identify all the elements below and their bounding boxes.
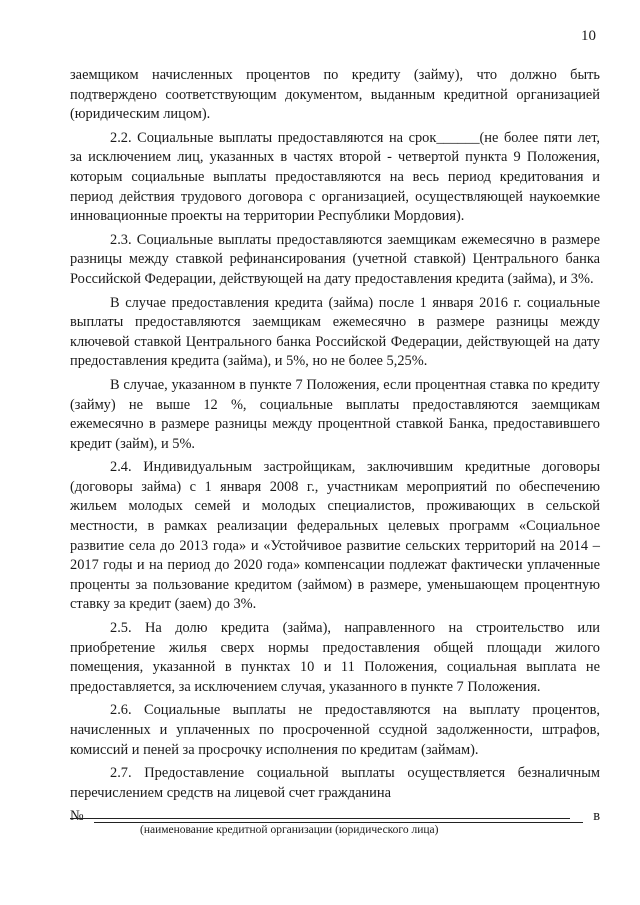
paragraph-2-4: 2.4. Индивидуальным застройщикам, заключившим кредитные договоры (договоры займа) с 1 января 2008 г., участникам мероприятий по обеспечению жильем молодых семей и молодых специалистов, проживающих в сельской местности, в рамках реализации федеральных целевых программ «Социальное развитие села до 2013 года» и «Устойчивое развитие сельских территорий на 2014 – 2017 годы и на период до 2020 года» компенсации подлежат фактически уплаченные проценты за пользование кредитом (займом) в размере, уменьшающем процентную ставку за кредит (заем) до 3%.: [70, 459, 600, 613]
paragraph-2-7: 2.7. Предоставление социальной выплаты осуществляется безналичным перечислением средств на лицевой счет гражданина: [70, 765, 600, 801]
number-sign: №: [70, 808, 84, 825]
organization-name-line: [70, 818, 570, 819]
paragraph-continuation: заемщиком начисленных процентов по кредиту (займу), что должно быть подтверждено соответствующим документом, выданным кредитной организацией (юридическим лицом).: [70, 67, 600, 123]
account-line-suffix: в: [593, 808, 600, 825]
paragraph-2-3-after-2016: В случае предоставления кредита (займа) после 1 января 2016 г. социальные выплаты предоставляются заемщикам ежемесячно в размере разницы между ключевой ставкой Центрального банка Российской Федерации, действующей на дату предоставления кредита (займа), и 5%, но не более 5,25%.: [70, 294, 600, 370]
paragraph-2-3: 2.3. Социальные выплаты предоставляются заемщикам ежемесячно в размере разницы между ставкой рефинансирования (учетной ставкой) Центрального банка Российской Федерации, действующей на дату предоставления кредита (займа), и 3%.: [70, 231, 600, 287]
paragraph-2-5: 2.5. На долю кредита (займа), направленного на строительство или приобретение жилья сверх нормы предоставления общей площади жилого помещения, указанной в пунктах 10 и 11 Положения, социальная выплата не предоставляется, за исключением случая, указанного в пункте 7 Положения.: [70, 620, 600, 695]
paragraph-2-2: 2.2. Социальные выплаты предоставляются на срок______(не более пяти лет, за исключением лиц, указанных в частях второй - четвертой пункта 9 Положения, которым социальные выплаты предоставляются на весь период кредитования и период действия трудового договора с организацией, осуществляющей наукоемкие инновационные проекты на территории Республики Мордовия).: [70, 129, 600, 225]
page-number: 10: [581, 28, 596, 44]
account-number-blank: [94, 821, 583, 823]
paragraph-2-3-point-7: В случае, указанном в пункте 7 Положения, если процентная ставка по кредиту (займу) не выше 12 %, социальные выплаты предоставляются заемщикам ежемесячно в размере разницы между процентной ставкой Банка, предоставившего кредит (займ), и 5%.: [70, 376, 600, 452]
document-body: [70, 66, 600, 827]
organization-name-caption: (наименование кредитной организации (юридического лица): [140, 824, 439, 836]
paragraph-2-6: 2.6. Социальные выплаты не предоставляются на выплату процентов, начисленных и уплаченных по просроченной ссудной задолженности, штрафов, комиссий и пеней за просрочку исполнения по кредитам (займам).: [70, 702, 600, 758]
